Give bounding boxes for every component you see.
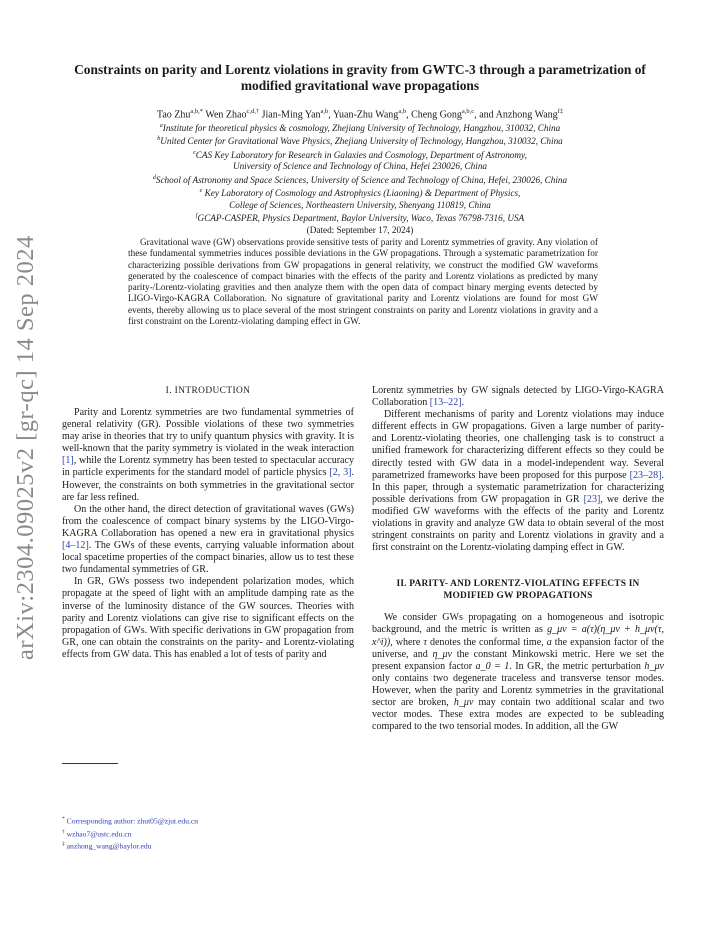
author-sup: f [557,108,560,115]
left-column [62,385,354,661]
affiliation-line: University of Science and Technology of China, Hefei 230026, China [232,161,488,172]
dated-line: (Dated: September 17, 2024) [306,224,414,235]
citation-link[interactable]: [2, 3] [329,467,352,479]
arxiv-stamp-text: arXiv:2304.09025v2 [gr-qc] 14 Sep 2024 [12,235,39,660]
citation-link[interactable]: [13–22] [429,397,462,409]
paper-title: Constraints on parity and Lorentz violations in gravity from GWTC-3 through a parametrization of modified gravitational wave propagations [74,62,646,93]
author-sup: a,b [320,108,329,115]
paragraph: Lorentz symmetries by GW signals detected by LIGO-Virgo-KAGRA Collaboration [13–22]. [372,385,664,409]
right-column [372,385,664,733]
author-sup: c,d, [246,108,256,115]
affiliation-line: $^a$Institute for theoretical physics & cosmology, Zhejiang University of Technology, Hangzhou, 310032, China [159,123,561,134]
email-link[interactable]: wzhao7@ustc.edu.cn [66,829,132,839]
paragraph: We consider GWs propagating on a homogeneous and isotropic background, and the metric is written as g_μν = a(τ)(η_μν + h_μν(τ, x^i)), where τ denotes the conformal time, a the expansion factor of the universe, and η_μν the constant Minkowski metric. Here we set the present expansion factor a_0 = 1. In GR, the metric perturbation h_μν only contains two degenerate traceless and transverse tensor modes. However, when the parity and Lorentz symmetries in the gravitational sector are broken, h_μν may contain two additional scalar and two vector modes. These extra modes are expected to be subleading compared to the two tensorial modes. In addition, all the GW [372,612,665,733]
affiliation-line: $^d$School of Astronomy and Space Sciences, University of Science and Technology of China, Hefei, 230026, China [152,174,568,185]
author-sup: a,b [398,108,407,115]
paragraph: In GR, GWs possess two independent polarization modes, which propagate at the speed of light with an amplitude damping rate as the inverse of the luminosity distance of the GW sources. Theories with parity and Lorentz violations can give rise to significant effects on the propagation of GWs. With specific derivations in GW propagation from GR, one can obtain the constraints on the parity- and Lorentz-violating effects from GW data. This has enabled a lot of tests of parity and [62,576,354,660]
author-sup: a,b,c [461,108,475,115]
footnote: † wzhao7@ustc.edu.cn [62,828,132,839]
author-name: Anzhong Wang [495,109,558,121]
author-name: Wen Zhao [205,109,247,121]
author-mark[interactable]: ‡ [559,108,564,115]
math-inline: h_μν [453,696,474,708]
footnote: * Corresponding author: zhut05@zjut.edu.cn [62,816,199,826]
arxiv-stamp [6,235,46,660]
affiliations [40,121,680,236]
citation-link[interactable]: [4–12] [62,540,89,552]
email-link[interactable]: zhut05@zjut.edu.cn [137,816,199,826]
paragraph: Different mechanisms of parity and Lorentz violations may induce different effects in GW propagations. Given a large number of parity- and Lorentz-violating theories, one challenging task is to construct a unified framework for characterizing different effects so they could be directly tested with GW data in a model-independent way. Several parametrized frameworks have been proposed for this purpose [23–28]. In this paper, through a systematic parametrization for characterizing possible derivations from GW propagation in GR [23], we derive the modified GW waveforms with the effects of the parity and Lorentz violations in gravity and analyze GW data to obtain several of the most stringent constraints on parity and Lorentz violations in gravity and a first constraint on the Lorentz-violating damping effect in GW. [372,409,664,554]
author-sup: a,b, [190,108,200,115]
footnote-rule [62,763,118,764]
author-mark[interactable]: * [199,108,204,115]
paragraph: Parity and Lorentz symmetries are two fundamental symmetries of general relativity (GR). Possible violations of these two symmetries may arise in theories that try to unify quantum physics with gravity. It is well-known that the parity symmetry is violated in the weak interaction [1], while the Lorentz symmetry has been tested to spectacular accuracy in particle experiments for the standard model of particle physics [2, 3]. However, the constraints on both symmetries in the gravitational sector are far less refined. [62,407,354,503]
author-list: Tao Zhu$^{a,b,*}$ Wen Zhao$^{c,d,\dagger}$ Jian-Ming Yan$^{a,b}$, Yuan-Zhu Wang$^{a,b}$, Cheng Gong$^{a,b,c}$, and Anzhong Wang$^{f\ddagger}$ [156,108,564,121]
section-heading-parity-lorentz: II. PARITY- AND LORENTZ-VIOLATING EFFECTS IN MODIFIED GW PROPAGATIONS [396,579,640,602]
citation-link[interactable]: [1] [62,455,74,467]
abstract: Gravitational wave (GW) observations provide sensitive tests of parity and Lorentz symmetries of gravity. Any violation of these fundamental symmetries induces possible deviations in the GW propagations. Through a systematic parametrization for characterizing possible derivations from GW propagations in general relativity, we construct the modified GW waveforms generated by the coalescence of compact binaries with the effects of the parity and Lorentz violations as predicted by many parity-/Lorentz-violating gravities and then analyze them with the open data of compact binary merging events detected by LIGO-Virgo-KAGRA Collaboration. No signature of gravitational parity and Lorentz violations are found for most GW events, thereby allowing us to place several of the most stringent constraints on parity and Lorentz violations in gravity and a first constraint on the Lorentz-violating damping effect in GW. [128,238,598,327]
author-name: Cheng Gong [411,109,462,121]
footnote: ‡ anzhong_wang@baylor.edu [62,841,152,851]
author-mark[interactable]: † [255,108,260,115]
affiliation-line: $^f$GCAP-CASPER, Physics Department, Baylor University, Waco, Texas 76798-7316, USA [195,213,525,224]
footnotes [62,814,354,852]
citation-link[interactable]: [23–28] [629,469,662,481]
math-inline: g_μν = a(τ)(η_μν + h_μν(τ, x^i)) [372,624,664,648]
math-inline: a [546,636,552,648]
section-heading-introduction: I. INTRODUCTION [165,386,251,396]
author-name: Tao Zhu [156,109,191,121]
author-name: Yuan-Zhu Wang [332,109,399,121]
citation-link[interactable]: [23] [583,493,601,505]
affiliation-line: College of Sciences, Northeastern University, Shenyang 110819, China [229,199,491,210]
math-inline: τ [423,636,427,648]
affiliation-line: $^b$United Center for Gravitational Wave Physics, Zhejiang University of Technology, Hangzhou, 310032, China [157,136,563,147]
affiliation-line: $^c$CAS Key Laboratory for Research in Galaxies and Cosmology, Department of Astronomy, [193,149,527,160]
author-name: Jian-Ming Yan [261,109,321,121]
math-inline: η_μν [432,648,452,660]
affiliation-line: $^e$ Key Laboratory of Cosmology and Astrophysics (Liaoning) & Department of Physics, [199,188,521,199]
math-inline: a_0 = 1 [475,660,510,672]
email-link[interactable]: anzhong_wang@baylor.edu [66,842,152,851]
paragraph: On the other hand, the direct detection of gravitational waves (GWs) from the coalescence of compact binary systems by the LIGO-Virgo-KAGRA Collaboration has opened a new era in gravitational physics [4–12]. The GWs of these events, carrying valuable information about local spacetime properties of the compact binaries, allow us to test these two fundamental symmetries of GR. [62,503,354,576]
math-inline: h_μν [644,660,664,672]
